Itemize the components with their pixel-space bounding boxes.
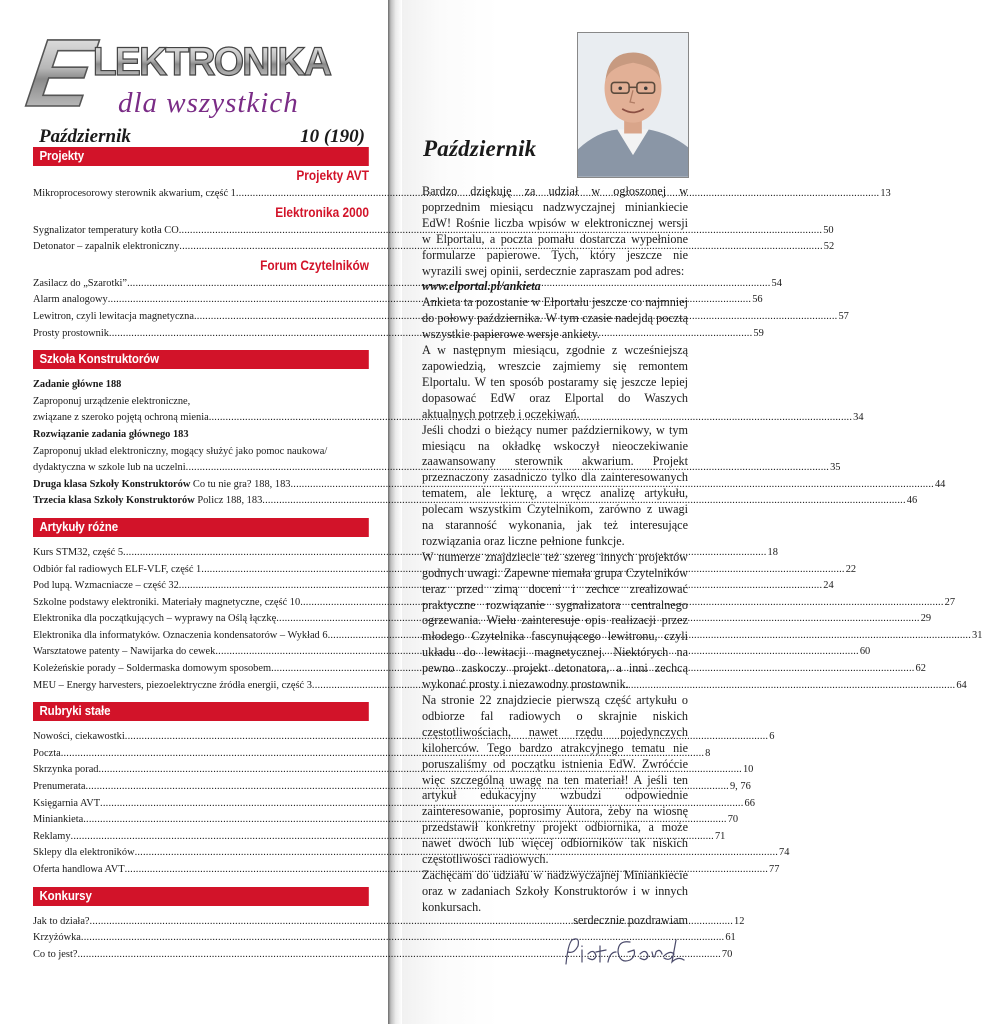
toc-entry[interactable] — [33, 796, 755, 813]
editorial-paragraph: W numerze znajdziecie też szereg innych projektów godnych uwagi. Zapewne niemała grupa Czytelników teraz przed zimą doceni i zechce zrealizować praktyczne rozwiązanie sygnalizatora centralnego ogrzewania. Wielu zainteresuje opis realizacji przez młodego Czytelnika fascynującego lewitronu, czyli układu do lewitacji magnetycznej. Niektórych na pewno zaskoczy projekt detonatora, a inni zechcą wykonać prosty i niezawodny prostownik. — [422, 549, 688, 692]
editorial-paragraph: Jeśli chodzi o bieżący numer październikowy, w tym miesiącu na okładkę wskoczył nieoczekiwanie zaawansowany sterownik akwarium. Projekt przeznaczony zasadniczo tylko dla zainteresowanych tematem, ale lekturę, a wręcz analizę artykułu, polecam wszystkim Czytelnikom, zarówno z uwagi na staranność wykonania, jak też interesujące rozwiązania oraz liczne pełnione funkcje. — [422, 422, 688, 548]
toc-entry-title: Elektronika dla początkujących – wyprawy na Oślą łączkę — [33, 613, 277, 625]
toc-entry[interactable] — [33, 729, 775, 746]
toc-entry[interactable] — [33, 186, 891, 203]
toc-entry-page: 62 — [915, 663, 926, 675]
issue-number: 10 (190) — [300, 126, 365, 147]
toc-entry-page: 13 — [880, 188, 891, 199]
toc-entry-page: 10 — [742, 764, 754, 776]
toc-entry-bold: Druga klasa Szkoły Konstruktorów — [33, 478, 191, 490]
toc-entry-title: Policz 188, 183 — [194, 495, 263, 507]
toc-entry[interactable] — [33, 562, 857, 579]
subhead-forum-czytelnikow: Forum Czytelników — [260, 257, 369, 273]
toc-entry-title: Zasilacz do „Szarotki” — [33, 277, 128, 289]
toc-entry-page: 44 — [934, 478, 946, 490]
toc-entry-title: Detonator – zapalnik elektroniczny — [33, 241, 180, 253]
subhead-projekty-avt: Projekty AVT — [296, 168, 369, 183]
toc-entry-page: 29 — [920, 613, 932, 625]
solution-line: Zaproponuj układ elektroniczny, mogący służyć jako pomoc naukowa/ — [33, 445, 328, 457]
toc-entry[interactable] — [33, 644, 871, 661]
toc-entry-page: 8 — [705, 747, 711, 759]
toc-entry-title: związane z szeroko pojętą ochroną mienia — [33, 412, 209, 424]
toc-entry-page: 46 — [906, 495, 918, 507]
toc-entry-page: 64 — [956, 679, 967, 691]
toc-entry-page: 61 — [725, 932, 736, 944]
section-header-szkola-konstruktorow: Szkoła Konstruktorów — [33, 350, 369, 369]
task-main-line: Zaproponuj urządzenie elektroniczne, — [33, 395, 191, 407]
toc-entry[interactable] — [33, 845, 790, 862]
toc-entry-title: Jak to działa? — [33, 915, 90, 927]
issue-month: Październik — [39, 126, 131, 147]
editorial-paragraph: Zachęcam do udziału w nadzwyczajnej Miniankiecie oraz w zadaniach Szkoły Konstruktorów i w innych konkursach. — [422, 867, 688, 914]
toc-entry[interactable] — [33, 947, 733, 964]
toc-entry[interactable] — [33, 309, 849, 326]
toc-entry-page: 27 — [944, 596, 956, 608]
toc-entry-page: 74 — [779, 847, 790, 859]
toc-entry-title: Sygnalizator temperatury kotła CO — [33, 224, 179, 236]
toc-entry-title: Prosty prostownik — [33, 327, 109, 339]
toc-entry-page: 71 — [714, 830, 726, 842]
toc-entry[interactable] — [33, 779, 751, 796]
section-header-konkursy: Konkursy — [33, 887, 369, 906]
toc-entry-title: Nowości, ciekawostki — [33, 731, 125, 743]
magazine-logo — [20, 20, 364, 128]
toc-entry[interactable] — [33, 223, 834, 240]
svg-text:E: E — [20, 20, 100, 127]
toc-entry[interactable] — [33, 326, 764, 343]
toc-entry-title: Reklamy — [33, 830, 71, 842]
closing-regards: serdecznie pozdrawiam — [573, 913, 688, 927]
logo-graphic — [20, 20, 364, 128]
toc-entry[interactable] — [33, 292, 763, 309]
solution-label: Rozwiązanie zadania głównego 183 — [33, 428, 189, 440]
toc-entry-title: Pod lupą. Wzmacniacze – część 32 — [33, 580, 179, 592]
toc-entry-title: Skrzynka porad — [33, 764, 99, 776]
toc-entry-title: MEU – Energy harvesters, piezoelektryczne źródła energii, część 3 — [33, 679, 312, 691]
toc-entry[interactable] — [33, 545, 778, 562]
toc-entry[interactable] — [33, 595, 956, 612]
toc-entry-title: Warsztatowe patenty – Nawijarka do cewek — [33, 646, 216, 658]
editor-signature — [560, 932, 690, 972]
editorial-title: Październik — [423, 136, 537, 161]
toc-entry-title: Co tu nie gra? 188, 183 — [190, 478, 291, 490]
toc-entry-title: Miniankieta — [33, 814, 84, 826]
toc-entry-page: 70 — [721, 948, 733, 960]
section-header-artykuly-rozne: Artykuły różne — [33, 518, 369, 537]
toc-entry-page: 66 — [744, 797, 755, 809]
toc-entry[interactable] — [33, 762, 754, 779]
toc-entry-page: 6 — [769, 731, 775, 743]
toc-entry-page: 52 — [823, 241, 835, 253]
toc-entry-title: Elektronika dla informatyków. Oznaczenia kondensatorów – Wykład 6 — [33, 629, 328, 641]
toc-entry-title: Co to jest? — [33, 948, 78, 960]
editorial-paragraph: Na stronie 22 znajdziecie pierwszą część artykułu o odbiorze fal radiowych o skrajnie niskich częstotliwościach, nawet rzędu pojedynczych kiloherców. Tego bardzo atrakcyjnego tematu nie poruszaliśmy od początku istnienia EdW. Zwróćcie więc szczególną uwagę na ten materiał! A jeśli ten artykuł edukacyjny wzbudzi odpowiednie zainteresowanie, poprosimy Autora, żeby na wiosnę przedstawił konkretny projekt odbiornika, a może nawet dwóch lub więcej odbiorników tak niskich częstotliwości radiowych. — [422, 693, 688, 867]
toc-entry-title: Krzyżówka — [33, 932, 81, 944]
toc-entry[interactable] — [33, 578, 834, 595]
toc-entry-title: Kurs STM32, część 5 — [33, 546, 124, 558]
toc-entry-page: 22 — [845, 563, 857, 575]
toc-entry[interactable] — [33, 930, 736, 947]
toc-entry-title: Oferta handlowa AVT — [33, 864, 125, 875]
toc-entry-title: Odbiór fal radiowych ELF-VLF, część 1 — [33, 563, 202, 575]
editor-portrait-graphic — [578, 33, 688, 177]
toc-entry-title: Mikroprocesorowy sterownik akwarium, część 1 — [33, 188, 236, 199]
survey-link[interactable]: www.elportal.pl/ankieta — [422, 279, 541, 294]
issue-header — [33, 126, 369, 147]
toc-entry-title: Sklepy dla elektroników — [33, 847, 135, 859]
signature-graphic — [560, 932, 690, 972]
toc-entry[interactable] — [33, 661, 926, 678]
toc-entry[interactable] — [33, 477, 946, 494]
toc-entry[interactable] — [33, 410, 864, 427]
toc-entry-page: 60 — [859, 646, 871, 658]
toc-entry-page: 24 — [823, 580, 834, 592]
toc-entry[interactable] — [33, 611, 932, 628]
subhead-elektronika-2000: Elektronika 2000 — [275, 204, 369, 220]
logo-title: LEKTRONIKA — [92, 39, 331, 85]
toc-entry-title: Prenumerata — [33, 781, 86, 793]
toc-entry-page: 31 — [972, 629, 982, 641]
toc-entry-page: 9, 76 — [729, 781, 751, 793]
toc-entry[interactable] — [33, 812, 739, 829]
section-header-projekty: Projekty — [33, 147, 369, 166]
editorial-body — [422, 184, 688, 916]
toc-entry-page: 50 — [823, 224, 834, 236]
toc-entry-bold: Trzecia klasa Szkoły Konstruktorów — [33, 495, 195, 507]
toc-entry[interactable] — [33, 862, 780, 879]
editorial-paragraph: Ankieta ta pozostanie w Elportalu jeszcze co najmniej do połowy października. W tym czasie nadejdą pocztą wszystkie papierowe wersje ankiety. — [422, 295, 688, 342]
toc-entry-page: 56 — [752, 294, 763, 306]
toc-entry-page: 12 — [734, 915, 745, 927]
toc-entry[interactable] — [33, 628, 982, 645]
section-header-rubryki-stale: Rubryki stałe — [33, 702, 369, 721]
toc-entry-page: 77 — [769, 864, 780, 875]
logo-subtitle: dla wszystkich — [118, 87, 299, 119]
editorial-paragraph: A w następnym miesiącu, zgodnie z wcześniejszą zapowiedzią, wreszcie zajmiemy się remontem Elportalu. W ten sposób postaramy się jeszcze lepiej dopasować EdW oraz Elportal do Waszych aktualnych potrzeb i oczekiwań. — [422, 343, 688, 421]
toc-entry-title: Alarm analogowy — [33, 294, 108, 306]
toc-entry[interactable] — [33, 493, 918, 510]
toc-entry-title: Poczta — [33, 747, 61, 759]
toc-entry-title: Lewitron, czyli lewitacja magnetyczna — [33, 310, 194, 322]
toc-entry-page: 57 — [838, 310, 849, 322]
toc-entry-page: 70 — [727, 814, 739, 826]
toc-entry-page: 35 — [830, 462, 841, 474]
editor-photo — [577, 32, 689, 178]
toc-entry-title: Szkolne podstawy elektroniki. Materiały magnetyczne, część 10 — [33, 596, 301, 608]
toc-entry-title: Księgarnia AVT — [33, 797, 101, 809]
toc-entry-page: 59 — [753, 327, 764, 339]
toc-entry-page: 54 — [771, 277, 782, 289]
task-main-label: Zadanie główne 188 — [33, 379, 122, 391]
toc-entry-page: 18 — [767, 546, 778, 558]
toc-entry[interactable] — [33, 829, 726, 846]
toc-entry-page: 34 — [853, 412, 864, 424]
toc-entry-title: Koleżeńskie porady – Soldermaska domowym sposobem — [33, 663, 272, 675]
editorial-paragraph: Bardzo dziękuję za udział w ogłoszonej w poprzednim miesiącu nadzwyczajnej miniankiecie EdW! Rośnie liczba wpisów w elektronicznej wersji w Elportalu, a poczta pomału dostarcza wypełnione formularze papierowe. Tych, który jeszcze nie wyrazili swej opinii, serdecznie zapraszam pod adres: — [422, 184, 688, 278]
toc-entry[interactable] — [33, 239, 835, 256]
toc-entry[interactable] — [33, 746, 711, 763]
toc-entry[interactable] — [33, 460, 841, 477]
toc-entry[interactable] — [33, 678, 967, 695]
toc-entry-title: dydaktyczna w szkole lub na uczelni — [33, 462, 186, 474]
